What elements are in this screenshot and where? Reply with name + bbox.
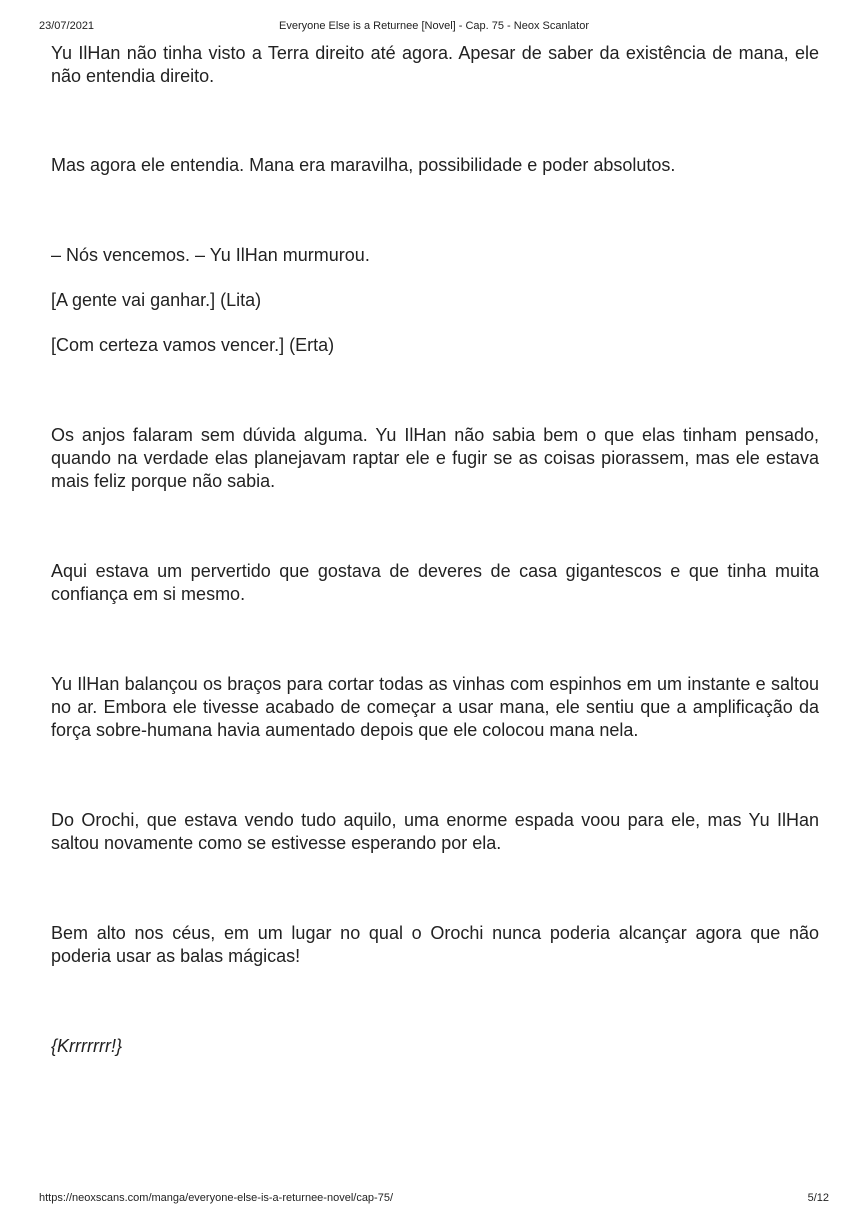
- print-footer: [0, 1192, 868, 1208]
- paragraph: Os anjos falaram sem dúvida alguma. Yu IlHan não sabia bem o que elas tinham pensado, quando na verdade elas planejavam raptar ele e fugir se as coisas piorassem, mas ele estava mais feliz porque não sabia.: [51, 425, 819, 491]
- paragraph: Aqui estava um pervertido que gostava de deveres de casa gigantescos e que tinha muita confiança em si mesmo.: [51, 561, 819, 604]
- paragraph: – Nós vencemos. – Yu IlHan murmurou.: [51, 245, 370, 265]
- paragraph: Bem alto nos céus, em um lugar no qual o Orochi nunca poderia alcançar agora que não poderia usar as balas mágicas!: [51, 923, 819, 966]
- paragraph: Yu IlHan balançou os braços para cortar todas as vinhas com espinhos em um instante e saltou no ar. Embora ele tivesse acabado de começar a usar mana, ele sentiu que a amplificação da força sobre-humana havia aumentado depois que ele colocou mana nela.: [51, 674, 819, 740]
- paragraph: Mas agora ele entendia. Mana era maravilha, possibilidade e poder absolutos.: [51, 155, 676, 175]
- chapter-text: [51, 42, 819, 1058]
- document-title: Everyone Else is a Returnee [Novel] - Cap. 75 - Neox Scanlator: [279, 20, 589, 32]
- paragraph: Yu IlHan não tinha visto a Terra direito até agora. Apesar de saber da existência de mana, ele não entendia direito.: [51, 43, 819, 86]
- page-url: https://neoxscans.com/manga/everyone-else-is-a-returnee-novel/cap-75/: [39, 1192, 394, 1204]
- sound-effect: {Krrrrrrr!}: [51, 1036, 122, 1056]
- print-header: [0, 20, 868, 36]
- page-number: 5/12: [807, 1192, 829, 1204]
- print-date: 23/07/2021: [39, 20, 95, 32]
- paragraph: [A gente vai ganhar.] (Lita): [51, 290, 262, 310]
- paragraph: [Com certeza vamos vencer.] (Erta): [51, 335, 335, 355]
- paragraph: Do Orochi, que estava vendo tudo aquilo, uma enorme espada voou para ele, mas Yu IlHan saltou novamente como se estivesse esperando por ela.: [51, 810, 819, 853]
